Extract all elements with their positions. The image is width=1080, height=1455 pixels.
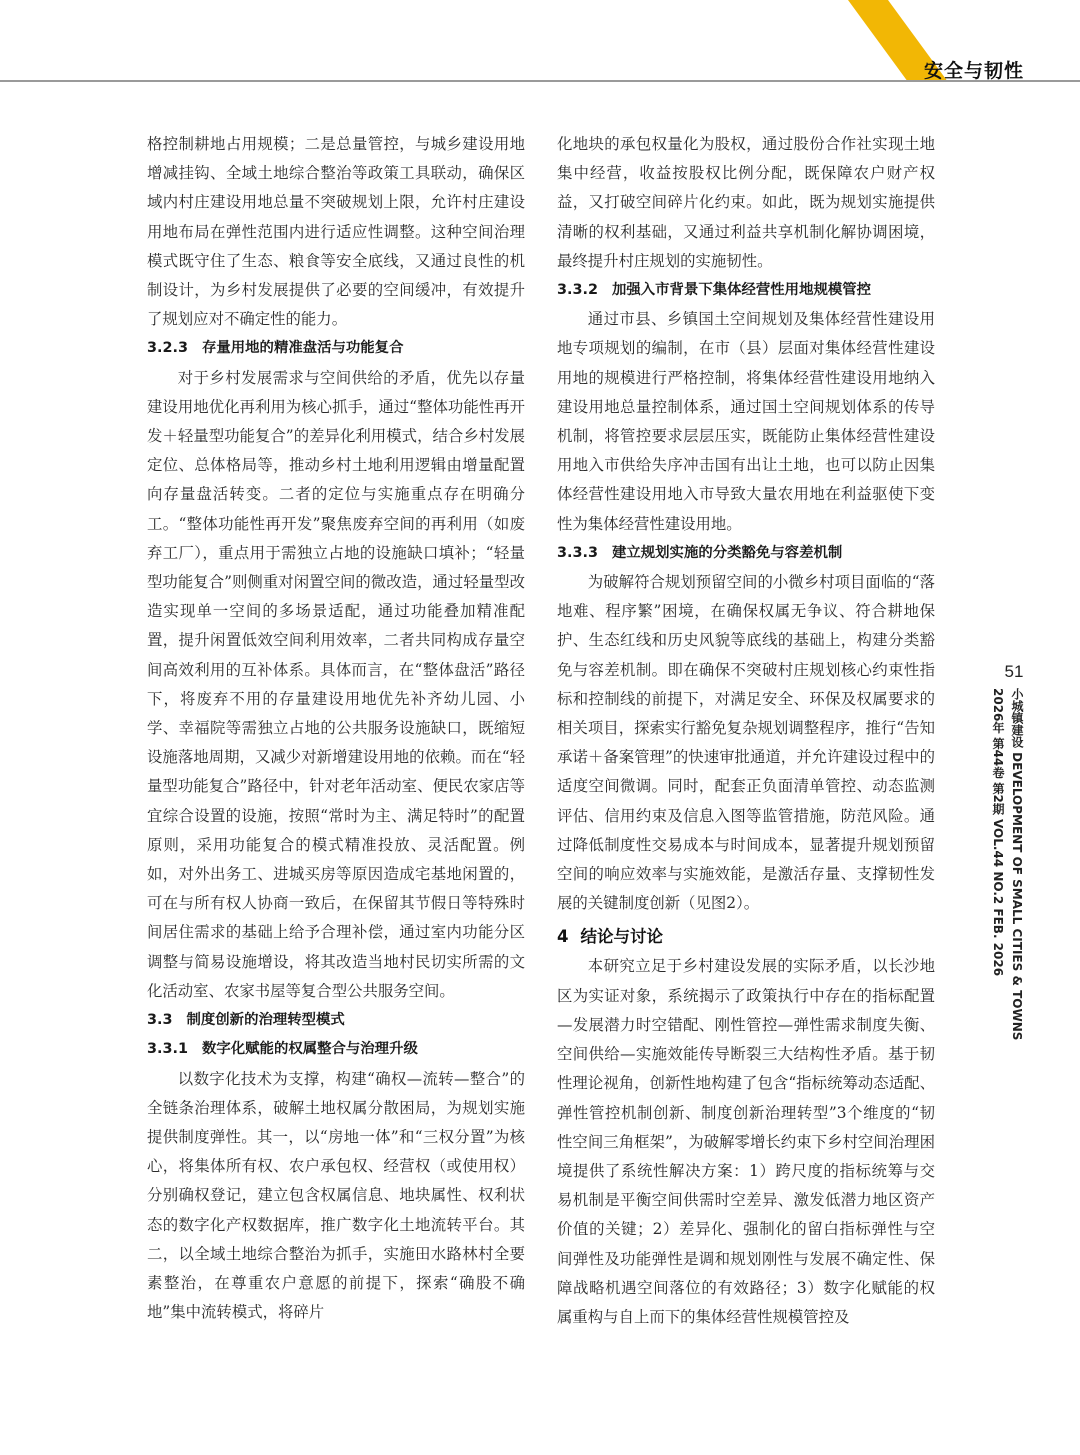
- heading-title: 加强入市背景下集体经营性用地规模管控: [611, 282, 872, 299]
- paragraph: 对于乡村发展需求与空间供给的矛盾，优先以存量建设用地优化再利用为核心抓手，通过“整体功能性再开发＋轻量型功能复合”的差异化利用模式，结合乡村发展定位、总体格局等，推动乡村土地利用逻辑由增量配置向存量盘活转变。二者的定位与实施重点存在明确分工。“整体功能性再开发”聚焦废弃空间的再利用（如废弃工厂），重点用于需独立占地的设施缺口填补；“轻量型功能复合”则侧重对闲置空间的微改造，通过轻量型改造实现单一空间的多场景适配，通过功能叠加精准配置，提升闲置低效空间利用效率，二者共同构成存量空间高效利用的互补体系。具体而言，在“整体盘活”路径下，将废弃不用的存量建设用地优先补齐幼儿园、小学、幸福院等需独立占地的公共服务设施缺口，既缩短设施落地周期，又减少对新增建设用地的依赖。而在“轻量型功能复合”路径中，针对老年活动室、便民农家店等宜综合设置的设施，按照“常时为主、满足特时”的配置原则，采用功能复合的模式精准投放、灵活配置。例如，对外出务工、进城买房等原因造成宅基地闲置的，可在与所有权人协商一致后，在保留其节假日等特殊时间居住需求的基础上给予合理补偿，通过室内功能分区调整与简易设施增设，将其改造当地村民切实所需的文化活动室、农家书屋等复合型公共服务空间。: [147, 368, 525, 1000]
- section-heading-3-3: [147, 1006, 525, 1035]
- journal-name: 小城镇建设 DEVELOPMENT OF SMALL CITIES & TOWNS: [1010, 688, 1024, 1041]
- paragraph: 为破解符合规划预留空间的小微乡村项目面临的“落地难、程序繁”困境，在确保权属无争议、符合耕地保护、生态红线和历史风貌等底线的基础上，构建分类豁免与容差机制。即在确保不突破村庄规划核心约束性指标和控制线的前提下，对满足安全、环保及权属要求的相关项目，探索实行豁免复杂规划调整程序，推行“告知承诺＋备案管理”的快速审批通道，并允许建设过程中的适度空间微调。同时，配套正负面清单管控、动态监测评估、信用约束及信息入图等监管措施，防范风险。通过降低制度性交易成本与时间成本，显著提升规划预留空间的响应效率与实施效能，是激活存量、支撑韧性发展的关键制度创新（见图2）。: [557, 573, 935, 913]
- heading-title: 结论与讨论: [580, 927, 663, 947]
- heading-title: 制度创新的治理转型模式: [186, 1012, 345, 1029]
- journal-info: [988, 688, 1026, 1308]
- heading-number: 4: [557, 927, 569, 947]
- heading-number: 3.3.1: [147, 1041, 188, 1058]
- paragraph: 本研究立足于乡村建设发展的实际矛盾，以长沙地区为实证对象，系统揭示了政策执行中存在的指标配置—发展潜力时空错配、刚性管控—弹性需求制度失衡、空间供给—实施效能传导断裂三大结构性矛盾。基于韧性理论视角，创新性地构建了包含“指标统筹动态适配、弹性管控机制创新、制度创新治理转型”3个维度的“韧性空间三角框架”，为破解零增长约束下乡村空间治理困境提供了系统性解决方案：1）跨尺度的指标统筹与交易机制是平衡空间供需时空差异、激发低潜力地区资产价值的关键；2）差异化、强制化的留白指标弹性与空间弹性及功能弹性是调和规划刚性与发展不确定性、保障战略机遇空间落位的有效路径；3）数字化赋能的权属重构与自上而下的集体经营性规模管控及: [557, 957, 935, 1326]
- header-rule: [0, 80, 1080, 82]
- heading-title: 数字化赋能的权属整合与治理升级: [201, 1041, 418, 1058]
- paragraph: 通过市县、乡镇国土空间规划及集体经营性建设用地专项规划的编制，在市（县）层面对集体经营性建设用地的规模进行严格控制，将集体经营性建设用地纳入建设用地总量控制体系，通过国土空间规划体系的传导机制，将管控要求层层压实，既能防止集体经营性建设用地入市供给失序冲击国有出让土地，也可以防止因集体经营性建设用地入市导致大量农用地在利益驱使下变性为集体经营性建设用地。: [557, 310, 935, 533]
- section-heading-4: [557, 922, 935, 952]
- paragraph: 化地块的承包权量化为股权，通过股份合作社实现土地集中经营，收益按股权比例分配，既保障农户财产权益，又打破空间碎片化约束。如此，既为规划实施提供清晰的权利基础，又通过利益共享机制化解协调困境，最终提升村庄规划的实施韧性。: [557, 135, 935, 270]
- subsection-heading-3-3-3: [557, 539, 935, 568]
- section-title: 安全与韧性: [923, 60, 1024, 82]
- heading-title: 存量用地的精准盘活与功能复合: [201, 340, 404, 357]
- subsection-heading-3-3-2: [557, 276, 935, 305]
- paragraph: 格控制耕地占用规模；二是总量管控，与城乡建设用地增减挂钩、全域土地综合整治等政策工具联动，确保区域内村庄建设用地总量不突破规划上限，允许村庄建设用地布局在弹性范围内进行适应性调整。这种空间治理模式既守住了生态、粮食等安全底线，又通过良性的机制设计，为乡村发展提供了必要的空间缓冲，有效提升了规划应对不确定性的能力。: [147, 135, 525, 329]
- heading-number: 3.3: [147, 1012, 173, 1029]
- left-column: [147, 130, 525, 1327]
- right-column: [557, 130, 935, 1332]
- journal-issue: 2026年 第44卷 第2期 VOL.44 NO.2 FEB. 2026: [991, 688, 1005, 977]
- subsection-heading-3-2-3: [147, 334, 525, 363]
- header-accent-bar: [0, 0, 1080, 90]
- paragraph: 以数字化技术为支撑，构建“确权—流转—整合”的全链条治理体系，破解土地权属分散困局，为规划实施提供制度弹性。其一，以“房地一体”和“三权分置”为核心，将集体所有权、农户承包权、经营权（或使用权）分别确权登记，建立包含权属信息、地块属性、权利状态的数字化产权数据库，推广数字化土地流转平台。其二，以全域土地综合整治为抓手，实施田水路林村全要素整治，在尊重农户意愿的前提下，探索“确股不确地”集中流转模式，将碎片: [147, 1069, 525, 1322]
- heading-title: 建立规划实施的分类豁免与容差机制: [611, 544, 843, 561]
- heading-number: 3.3.2: [557, 282, 598, 299]
- heading-number: 3.2.3: [147, 340, 188, 357]
- heading-number: 3.3.3: [557, 544, 598, 561]
- subsection-heading-3-3-1: [147, 1035, 525, 1064]
- page-number: 51: [1004, 662, 1024, 681]
